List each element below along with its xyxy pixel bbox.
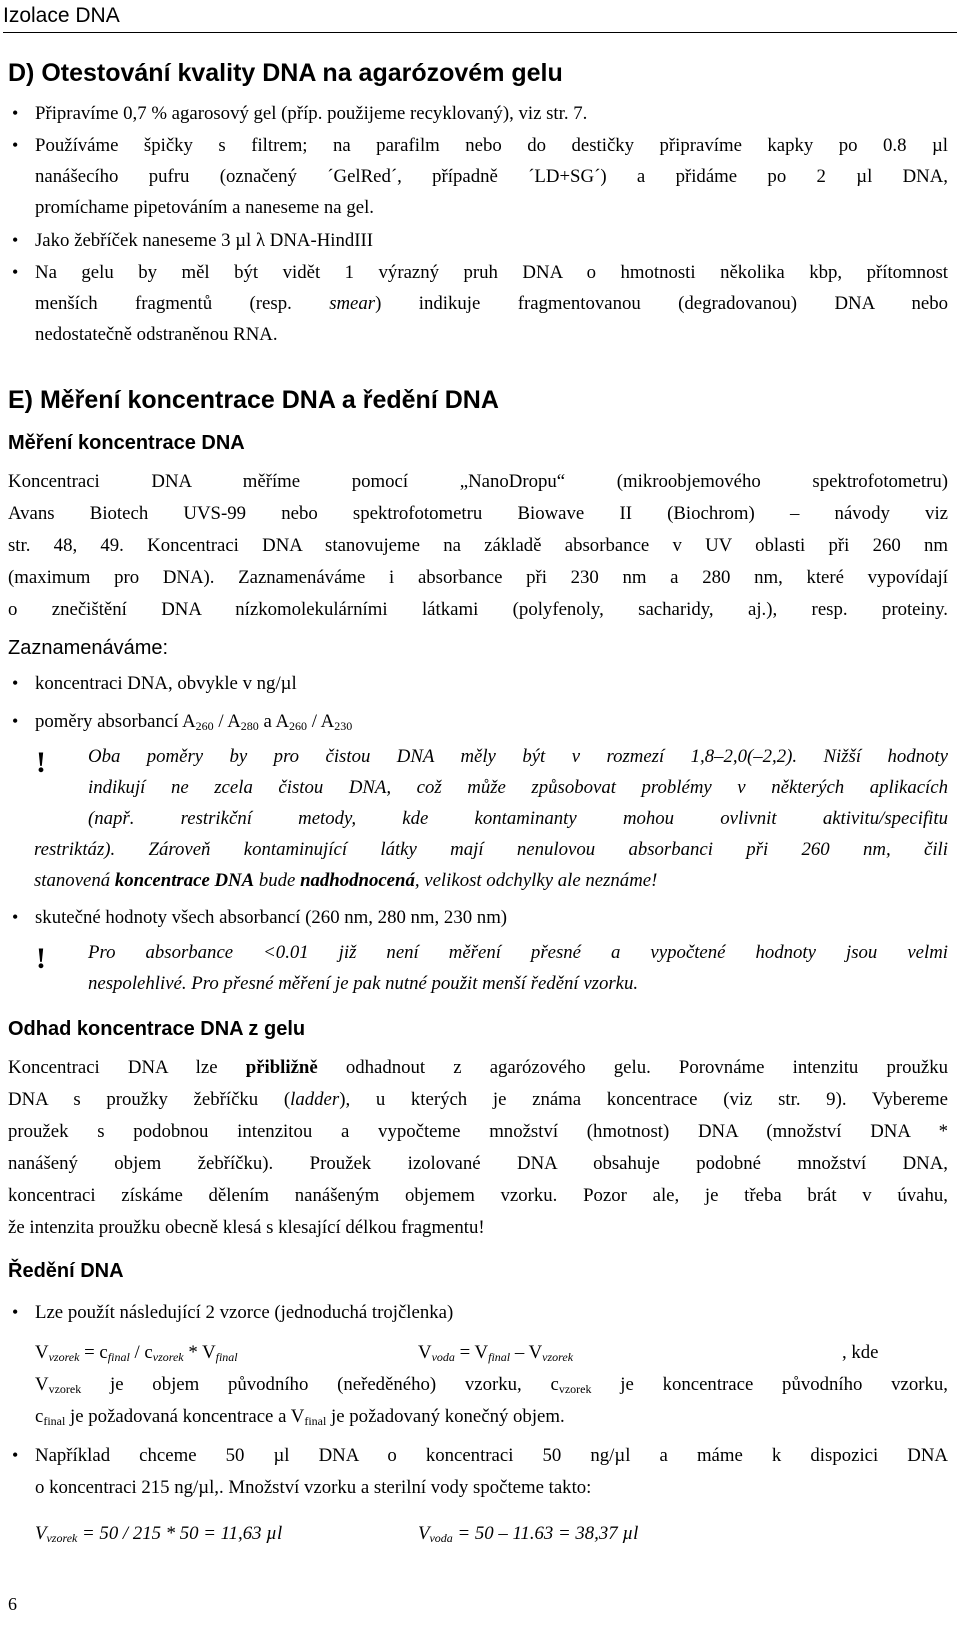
paragraph-line: že intenzita proužku obecně klesá s klesající délkou fragmentu! [8, 1217, 485, 1238]
example-vzorek-result: $V_{vzorek} = 50 / 215 * 50 = 11,63$ µl [35, 1523, 283, 1545]
formula-kde: , kde [842, 1342, 879, 1363]
section-d-bullet-1: Připravíme 0,7 % agarosový gel (příp. použijeme recyklovaný), viz str. 7. [35, 103, 588, 124]
paragraph-line: koncentraci získáme dělením nanášeným objemem vzorku. Pozor ale, je třeba brát v úvahu, [8, 1185, 948, 1206]
bullet: • [12, 103, 19, 123]
section-d-bullet-4-line: Na gelu by měl být vidět 1 výrazný pruh DNA o hmotnosti několika kbp, přítomnost [35, 262, 948, 283]
warning-exclamation-icon: ! [36, 942, 46, 975]
subheading-measurement: Měření koncentrace DNA [8, 432, 245, 454]
warning-line: indikují ne zcela čistou DNA, což může způsobovat problémy v některých aplikacích [88, 777, 948, 798]
paragraph-line: Koncentraci DNA lze přibližně odhadnout z agarózového gelu. Porovnáme intenzitu proužku [8, 1057, 948, 1078]
section-d-bullet-3: Jako žebříček naneseme 3 µl λ DNA-HindIII [35, 230, 374, 251]
running-header: Izolace DNA [3, 2, 957, 33]
example-line: o koncentraci 215 ng/µl,. Množství vzorku a sterilní vody spočteme takto: [35, 1477, 592, 1498]
note-label: Zaznamenáváme: [8, 637, 169, 659]
section-e-title: E) Měření koncentrace DNA a ředění DNA [8, 386, 499, 414]
formula-description-line: $c_{final}$ je požadovaná koncentrace a $V_{final}$ je požadovaný konečný objem. [35, 1406, 565, 1428]
section-d-title: D) Otestování kvality DNA na agarózovém gelu [8, 59, 563, 87]
paragraph-line: (maximum pro DNA). Zaznamenáváme i absorbance při 230 nm a 280 nm, které vypovídají [8, 567, 948, 588]
page-number: 6 [8, 1594, 17, 1614]
bullet: • [12, 673, 19, 693]
section-d-bullet-4-line: menších fragmentů (resp. smear) indikuje fragmentovanou (degradovanou) DNA nebo [35, 293, 949, 314]
bullet: • [12, 230, 19, 250]
bullet: • [12, 1302, 19, 1322]
warning-line: nespolehlivé. Pro přesné měření je pak nutné použit menší ředění vzorku. [88, 973, 639, 994]
subheading-gel-estimate: Odhad koncentrace DNA z gelu [8, 1018, 306, 1040]
example-line: Například chceme 50 µl DNA o koncentraci 50 ng/µl a máme k dispozici DNA [35, 1445, 948, 1466]
paragraph-line: Avans Biotech UVS-99 nebo spektrofotometru Biowave II (Biochrom) – návody viz [8, 503, 948, 524]
section-d-bullet-2-line: Používáme špičky s filtrem; na parafilm nebo do destičky připravíme kapky po 0.8 µl [35, 135, 948, 156]
paragraph-line: Koncentraci DNA měříme pomocí „NanoDropu“ (mikroobjemového spektrofotometru) [8, 471, 948, 492]
bullet: • [12, 711, 19, 731]
formula-voda: $V_{voda} = V_{final} - V_{vzorek}$ [418, 1342, 574, 1364]
paragraph-line: str. 48, 49. Koncentraci DNA stanovujeme na základě absorbance v UV oblasti při 260 nm [8, 535, 948, 556]
paragraph-line: DNA s proužky žebříčku (ladder), u kterých je známa koncentrace (viz str. 9). Vybereme [8, 1089, 948, 1110]
subheading-dilution: Ředění DNA [8, 1260, 124, 1282]
warning-line: (např. restrikční metody, kde kontaminanty mohou ovlivnit aktivitu/specifitu [88, 808, 948, 829]
warning-line: Oba poměry by pro čistou DNA měly být v rozmezí 1,8–2,0(–2,2). Nižší hodnoty [88, 746, 948, 767]
section-d-bullet-4-line: nedostatečně odstraněnou RNA. [35, 324, 278, 345]
paragraph-line: o znečištění DNA nízkomolekulárními látkami (polyfenoly, sacharidy, aj.), resp. proteiny. [8, 599, 948, 620]
paragraph-line: proužek s podobnou intenzitou a vypočteme množství (hmotnost) DNA (množství DNA * [8, 1121, 948, 1142]
dilution-bullet-formulas: Lze použít následující 2 vzorce (jednoduchá trojčlenka) [35, 1302, 454, 1323]
bullet: • [12, 1445, 19, 1465]
section-d-bullet-2-line: promíchame pipetováním a naneseme na gel. [35, 197, 374, 218]
record-bullet-absorbances: skutečné hodnoty všech absorbancí (260 nm, 280 nm, 230 nm) [35, 907, 508, 928]
warning-line: Pro absorbance <0.01 již není měření přesné a vypočtené hodnoty jsou velmi [88, 942, 948, 963]
paragraph-line: nanášený objem žebříčku). Proužek izolované DNA obsahuje podobné množství DNA, [8, 1153, 948, 1174]
example-voda-result: $V_{voda} = 50 - 11.63 = 38,37$ µl [418, 1523, 639, 1545]
bullet: • [12, 907, 19, 927]
record-bullet-concentration: koncentraci DNA, obvykle v ng/µl [35, 673, 297, 694]
record-bullet-ratios: poměry absorbancí $A_{260} / A_{280}$ a $A_{260} / A_{230}$ [35, 711, 353, 733]
bullet: • [12, 262, 19, 282]
warning-line: stanovená koncentrace DNA bude nadhodnocená, velikost odchylky ale neznáme! [34, 870, 658, 891]
warning-line: restriktáz). Zároveň kontaminující látky mají nenulovou absorbanci při 260 nm, čili [34, 839, 948, 860]
section-d-bullet-2-line: nanášecího pufru (označený ´GelRed´, případně ´LD+SG´) a přidáme po 2 µl DNA, [35, 166, 948, 187]
formula-description-line: $V_{vzorek}$ je objem původního (neředěného) vzorku, $c_{vzorek}$ je koncentrace původního vzorku, [35, 1374, 948, 1396]
warning-exclamation-icon: ! [36, 746, 46, 779]
formula-vzorek: $V_{vzorek} = c_{final} / c_{vzorek} * V_{final}$ [35, 1342, 238, 1364]
bullet: • [12, 135, 19, 155]
